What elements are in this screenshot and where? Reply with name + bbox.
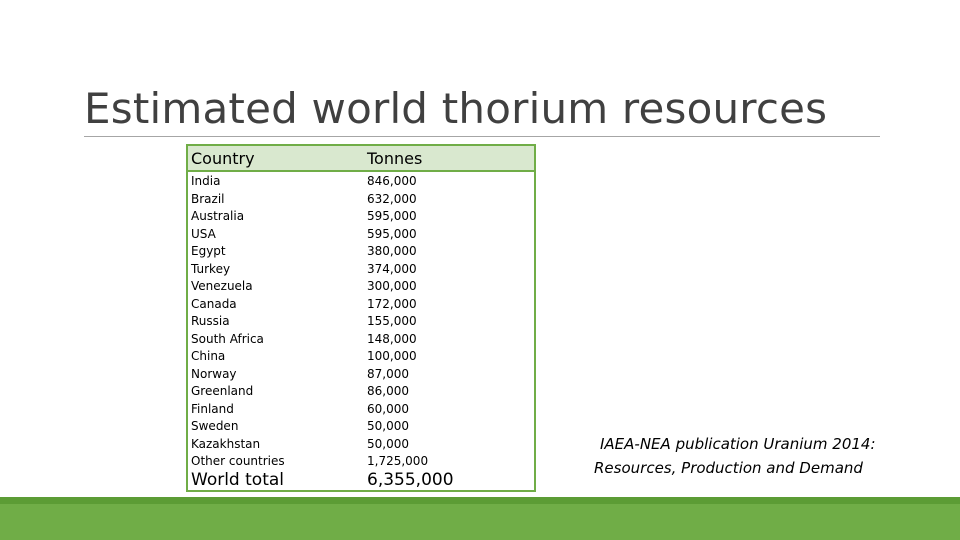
country-cell: Egypt — [191, 244, 226, 258]
country-cell: Australia — [191, 209, 245, 223]
table-row — [188, 401, 534, 419]
header-country: Country — [191, 149, 255, 168]
country-cell: Turkey — [191, 261, 231, 276]
tonnes-cell: 50,000 — [367, 436, 409, 451]
title-divider — [84, 136, 880, 137]
tonnes-cell: 86,000 — [367, 384, 409, 398]
country-cell: USA — [191, 226, 216, 241]
thorium-resources-table — [186, 144, 536, 492]
table-row — [188, 331, 534, 349]
table-row — [188, 383, 534, 401]
country-cell: Other countries — [191, 454, 285, 468]
table-body — [188, 172, 534, 471]
country-cell: South Africa — [191, 331, 264, 346]
table-row — [188, 366, 534, 384]
world-total-label: World total — [191, 470, 284, 490]
tonnes-cell: 595,000 — [367, 209, 417, 223]
country-cell: Venezuela — [191, 279, 253, 293]
table-row — [188, 191, 534, 209]
tonnes-cell: 100,000 — [367, 349, 417, 363]
table-row — [188, 436, 534, 454]
table-row — [188, 226, 534, 244]
tonnes-cell: 172,000 — [367, 296, 417, 311]
source-line-1: IAEA-NEA publication Uranium 2014: — [600, 435, 876, 453]
world-total-value: 6,355,000 — [367, 470, 454, 490]
table-row — [188, 348, 534, 366]
tonnes-cell: 595,000 — [367, 226, 417, 241]
country-cell: China — [191, 349, 226, 363]
table-row — [188, 418, 534, 436]
tonnes-cell: 632,000 — [367, 191, 417, 206]
table-row — [188, 261, 534, 279]
tonnes-cell: 87,000 — [367, 366, 409, 381]
header-tonnes: Tonnes — [367, 149, 423, 168]
table-row — [188, 173, 534, 191]
country-cell: Greenland — [191, 384, 254, 398]
country-cell: Canada — [191, 296, 237, 311]
tonnes-cell: 846,000 — [367, 174, 417, 188]
source-citation — [594, 432, 894, 480]
tonnes-cell: 380,000 — [367, 244, 417, 258]
tonnes-cell: 148,000 — [367, 331, 417, 346]
tonnes-cell: 155,000 — [367, 314, 417, 328]
country-cell: Kazakhstan — [191, 436, 261, 451]
table-row — [188, 296, 534, 314]
table-row — [188, 278, 534, 296]
tonnes-cell: 1,725,000 — [367, 454, 429, 468]
tonnes-cell: 374,000 — [367, 261, 417, 276]
country-cell: Sweden — [191, 419, 239, 433]
source-line-2: Resources, Production and Demand — [594, 459, 863, 477]
country-cell: India — [191, 174, 221, 188]
table-row — [188, 453, 534, 471]
bottom-accent-stripe — [0, 497, 960, 504]
tonnes-cell: 300,000 — [367, 279, 417, 293]
world-total-row — [188, 470, 534, 490]
table-row — [188, 313, 534, 331]
table-row — [188, 243, 534, 261]
country-cell: Russia — [191, 314, 230, 328]
country-cell: Finland — [191, 401, 234, 416]
table-row — [188, 208, 534, 226]
slide-title: Estimated world thorium resources — [84, 84, 828, 133]
country-cell: Norway — [191, 366, 237, 381]
table-header-row — [188, 146, 534, 172]
country-cell: Brazil — [191, 191, 225, 206]
tonnes-cell: 50,000 — [367, 419, 409, 433]
tonnes-cell: 60,000 — [367, 401, 409, 416]
